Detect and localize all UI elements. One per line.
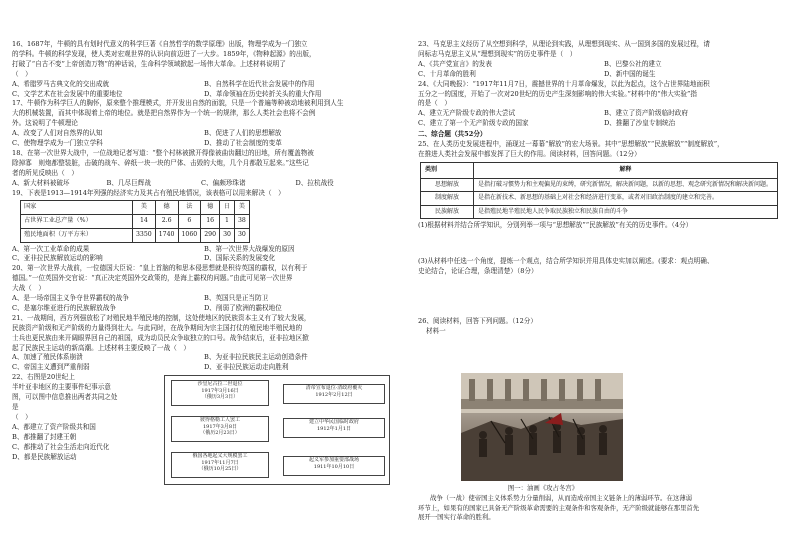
q24-stem-line: 五分之一的国度，开始了一次对20世纪的历史产生深刻影响的伟大实验。”材料中的“伟大实验”指	[418, 89, 697, 98]
q20-option-c[interactable]: C、是塞尔维亚进行的民族解放战争	[12, 303, 116, 312]
q17-stem-line: 大的机械装置，而其中体现着上帝的地位。就是把自然界作为一个统一的规律，那么人类社会也将不会例	[12, 109, 316, 118]
q21-option-d[interactable]: D、亚非拉民族运动走向胜利	[204, 363, 289, 372]
table-header-cell: 日	[220, 200, 235, 214]
table-header-cell: 德	[155, 200, 178, 214]
event-box-line: 1917年11月7日	[201, 459, 239, 466]
table-row	[21, 214, 250, 228]
q17-option-b[interactable]: B、促进了人们的思想解放	[204, 129, 282, 138]
table-cell: 是指殖民地半殖民地人民争取民族独立和民族自由的斗争	[474, 205, 778, 218]
table-cell: 2.6	[155, 214, 178, 228]
table-cell: 民族解放	[421, 205, 474, 218]
q19-stem: 19、下表是1913—1914年列强的经济实力及其占有殖民地情况，该表格可以用来解决（ ）	[12, 188, 285, 197]
q20-option-d[interactable]: D、削弱了欧洲的霸权地位	[204, 303, 282, 312]
question-22	[12, 373, 390, 485]
material-line: 展开一国实行革命的胜利。	[418, 513, 495, 522]
q17-stem-line: 17、牛顿作为科学巨人的胸怀，原来整个推理模式，并开发出自然的面貌，只是一个普遍等种被动地被利用到人生	[12, 99, 344, 108]
event-box-line: 俄国各地起义大规模罢工	[192, 453, 248, 460]
q21-option-b[interactable]: B、为亚非拉民族民主运动创造条件	[204, 353, 308, 362]
q22-stem-line: 图，可以图中信息推出两者共同之处	[12, 393, 118, 402]
event-box-line: 1917年3月8日	[202, 423, 238, 430]
q20-stem-line: 大战（ ）	[12, 284, 45, 293]
table-header-row	[21, 200, 250, 214]
question-19	[12, 189, 390, 265]
q16-option-a[interactable]: A、希腊罗马古典文化的交出成就	[12, 79, 110, 88]
q18-option-b[interactable]: B、几尽巨辉战	[106, 178, 151, 187]
event-box-line: 1917年3月16日	[201, 387, 239, 394]
question-23	[418, 40, 784, 80]
q18-option-d[interactable]: D、拉杭战役	[295, 178, 334, 187]
q19-option-d[interactable]: D、国际关系的发展变化	[204, 254, 276, 263]
q16-stem-line: 的学科。牛顿的科学发现，使人类对宏观世界的认识向前迈进了一大步。1859年，《物种起源》的出版，	[12, 49, 316, 58]
table-cell: 1740	[155, 228, 178, 242]
table-cell: 16	[201, 214, 220, 228]
event-box-line: 1911年10月10日	[313, 463, 355, 470]
table-cell: 是指打破习惯势力和主观偏见的束缚，研究新情况，解决新问题，以新的思想、观念研究新情况和解决新问题。	[474, 178, 778, 191]
table-cell: 290	[201, 228, 220, 242]
q21-stem-line: 起了民族民主运动的新高潮。上述材料主要反映了一战（ ）	[12, 343, 191, 352]
answer-space[interactable]	[418, 231, 784, 257]
q18-option-a[interactable]: A、新大材料被破坏	[12, 178, 70, 187]
q18-stem-line: 除掉寡 则炮都整装脏，击破的战车、碎纸一块一块的尸体、击毁的大炮，几个月都散互起来。”这些记	[12, 158, 309, 167]
question-17	[12, 99, 390, 149]
q22-stem-line: （ ）	[12, 412, 32, 421]
q18-stem-line: 18、在第一次世界大战中，一位战地记者写道：“整个村林被掀开得像被曲齿翻过的田地，所有覆盖物被	[12, 148, 314, 157]
q24-stem-line: 的是（ ）	[418, 99, 451, 108]
event-box	[171, 416, 269, 442]
q20-option-b[interactable]: B、英国只是正当防卫	[204, 294, 269, 303]
q22-option-a[interactable]: A、都建立了资产阶级共和国	[12, 422, 96, 431]
q23-option-c[interactable]: C、十月革命的胜利	[418, 69, 476, 78]
q23-stem-line: 问标志马克思主义从“理想到现实”的历史事件是（ ）	[418, 49, 577, 58]
q21-option-c[interactable]: C、帝国主义遭到严重削弱	[12, 363, 90, 372]
right-column	[418, 40, 784, 337]
event-box-line: 1912年2月12日	[315, 391, 353, 398]
event-box-line: （俄历3月3日）	[201, 394, 239, 401]
table-cell: 38	[234, 214, 249, 228]
q19-table	[20, 200, 250, 243]
q21-stem-line: 民族资产阶级和无产阶级的力量得到壮大。与此同时，在战争期间为宗主国打仗的殖民地半殖民地的	[12, 323, 303, 332]
section-heading: 二、综合题（共52分）	[418, 130, 487, 139]
q23-stem-line: 23、马克思主义经历了从空想到科学，从理论到实践，从理想到现实、从一国到多国的发展过程，请	[418, 40, 710, 48]
q24-option-c[interactable]: C、建立了第一个无产阶级专政的国家	[418, 119, 529, 128]
q22-option-d[interactable]: D、都是民族解放运动	[12, 452, 77, 461]
q25-table	[420, 162, 778, 219]
question-16	[12, 40, 390, 99]
oil-painting-image	[461, 373, 623, 481]
q24-option-b[interactable]: B、建立了资产阶级临时政府	[604, 109, 688, 118]
material-line: 环节上，如果有的国家已具备无产阶级革命需要的主观条件和客观条件，无产阶级就能够在那里首先	[418, 503, 700, 512]
q22-option-c[interactable]: C、都推动了社会生活走向近代化	[12, 442, 110, 451]
table-row	[421, 192, 778, 205]
table-cell: 殖民地面积（万平方米）	[21, 228, 133, 242]
event-box-line: （俄历10月25日）	[198, 466, 242, 473]
table-cell: 是指在新技术、新思想的基础上对社会和经济进行变革，或者对旧政治制度的建立和完善。	[474, 192, 778, 205]
q17-option-c[interactable]: C、使物理学成为一门独立学科	[12, 139, 103, 148]
q22-stem-line: 半叶亚非地区的主要事件纪事示意	[12, 383, 111, 392]
table-cell: 1	[220, 214, 235, 228]
q25-stem-line: 25、在人类历史发展进程中，涌现过一幕幕“解放”的宏大场景。其中“思想解放”“民族解放”“制度解放”，	[418, 140, 724, 149]
q21-stem-line: 士兵也更民族由来开阔眼界回自己的祖国，成为动员民众争取独立的口号。战争结束后，亚非拉地区掀	[12, 333, 309, 342]
figure-caption: 图一：油画《攻占冬宫》	[507, 484, 579, 492]
q16-stem-line: 打破了“自古不变”上帝创造万物”的神话说，生命科学领域掀起一场伟大革命。上述材料说明了	[12, 59, 286, 68]
material-text	[418, 494, 782, 523]
table-row	[421, 178, 778, 191]
q22-stem-line: 是	[12, 403, 19, 411]
q20-stem-line: 德国。”一位英国外交官说：“真正决定英国外交政策的，是海上霸权的问题。”由此可见第一次世界	[12, 274, 293, 283]
event-box	[171, 380, 269, 406]
painting-illustration	[461, 373, 623, 481]
event-box-line: 彼得格勒工人罢工	[199, 417, 240, 424]
q22-text	[12, 373, 162, 462]
table-cell: 占世界工业总产量（%）	[21, 214, 133, 228]
q23-option-d[interactable]: D、新中国的诞生	[604, 69, 656, 78]
q19-option-c[interactable]: C、亚非拉民族解放运动的影响	[12, 254, 103, 263]
table-cell: 1060	[178, 228, 201, 242]
table-header-cell: 解释	[474, 162, 778, 178]
event-box-line: 建立中华民国临时政府	[308, 419, 359, 426]
q17-option-d[interactable]: D、推动了社会制度的变革	[204, 139, 282, 148]
q18-option-c[interactable]: C、偏颇珍珠诸	[201, 178, 246, 187]
q22-event-diagram	[164, 375, 390, 485]
table-header-cell: 法	[178, 200, 201, 214]
q21-option-a[interactable]: A、加速了殖民体系崩溃	[12, 353, 83, 362]
q25-sub3-line: (3)从材料中任选一个角度，提炼一个观点，结合所学知识并用具体史实加以阐述。(要求：观点明确、	[418, 257, 714, 265]
event-box-line: （俄历2月23日）	[200, 430, 240, 437]
q16-option-b[interactable]: B、自然科学在近代社会发展中的作用	[204, 79, 315, 88]
q16-stem-line: （ ）	[12, 69, 32, 78]
event-box-line: 沙皇尼古拉二世退位	[197, 381, 243, 388]
q17-option-a[interactable]: A、改变了人们对自然界的认知	[12, 129, 103, 138]
question-24	[418, 80, 784, 130]
material-line: 战争（一战）使帝国主义体系势力分量削弱，从而造成帝国主义链条上的薄弱环节。在这薄弱	[430, 494, 693, 502]
table-cell: 30	[220, 228, 235, 242]
q21-stem-line: 21、一战期间，西方列强放松了对殖民地半殖民地的控制，这处使地区的民族资本主义有了较大发展，	[12, 313, 311, 322]
event-box	[171, 452, 269, 478]
table-header-row	[421, 162, 778, 178]
event-box-line: 起义军参加重要部战场	[308, 457, 359, 464]
q25-sub3-line: 史论结合，论证合理，条理清楚）（8分）	[418, 266, 538, 275]
table-row	[21, 228, 250, 242]
table-header-cell: 类别	[421, 162, 474, 178]
event-box-line: 1912年1月1日	[316, 425, 352, 432]
event-box-line: 清帝宣布退位·清政府覆灭	[305, 385, 363, 392]
q16-option-d[interactable]: D、革命领袖在历史转折关头的重大作用	[204, 89, 322, 98]
q24-option-a[interactable]: A、建立无产阶级专政的伟大尝试	[418, 109, 516, 118]
table-header-cell: 美	[234, 200, 249, 214]
q24-option-d[interactable]: D、推翻了沙皇专制统治	[604, 119, 676, 128]
answer-space[interactable]	[418, 277, 784, 317]
table-cell: 制度解放	[421, 192, 474, 205]
q26-stem: 26、阅读材料，回答下列问题。（12分）	[418, 316, 537, 325]
q22-option-b[interactable]: B、都推翻了封建王朝	[12, 432, 77, 441]
question-21	[12, 314, 390, 373]
q25-sub1: (1)根据材料并结合所学知识，分别列举一项与“思想解放”“民族解放”有关的历史事件。（4分）	[418, 221, 693, 230]
table-cell: 3350	[133, 228, 156, 242]
q26-material-label: 材料一	[426, 326, 446, 335]
event-box	[283, 384, 385, 404]
table-cell: 14	[133, 214, 156, 228]
question-20	[12, 264, 390, 314]
question-18	[12, 149, 390, 189]
q22-stem-line: 22、右图是20世纪上	[12, 373, 75, 382]
table-header-cell: 德	[201, 200, 220, 214]
event-box	[283, 418, 385, 438]
q17-stem-line: 外。这说明了牛顿理论	[12, 119, 78, 128]
q18-stem-line: 者的所见反映出（ ）	[12, 168, 78, 177]
q19-option-b[interactable]: B、第一次世界大战爆发的原因	[204, 244, 295, 253]
q19-option-a[interactable]: A、第一次工业革命的成果	[12, 244, 90, 253]
q20-stem-line: 20、第一次世界大战前，一位德国大臣说：“皇上首脑的和思本侵思想就是积待英国的霸权，以有利于	[12, 264, 308, 273]
table-cell: 思想解放	[421, 178, 474, 191]
table-header-cell: 国家	[21, 200, 133, 214]
question-26	[418, 317, 784, 337]
q16-option-c[interactable]: C、文学艺术在社会发展中的重要地位	[12, 89, 123, 98]
table-row	[421, 205, 778, 218]
event-box	[283, 456, 385, 476]
table-cell: 30	[234, 228, 249, 242]
question-25	[418, 140, 784, 317]
q23-option-b[interactable]: B、巴黎公社的建立	[604, 59, 662, 68]
q24-stem-line: 24、《大同晚报》：“1917年11月7日，震撼世界的十月革命爆发，以此为起点，这个占世界陆地面积	[418, 79, 710, 88]
table-header-cell: 美	[133, 200, 156, 214]
q25-stem-line: 在推进人类社会发展中都发挥了巨大的作用。阅读材料，回答问题。（12分）	[418, 149, 641, 158]
q16-stem-line: 16、1687年，牛顿的具有划时代意义的科学巨著《自然哲学的数学原理》出版，物理学成为一门独立	[12, 40, 308, 48]
q20-option-a[interactable]: A、是一场帝国主义争夺世界霸权的战争	[12, 294, 129, 303]
q23-option-a[interactable]: A、《共产党宣言》的发表	[418, 59, 492, 68]
left-column	[12, 40, 390, 485]
table-cell: 6	[178, 214, 201, 228]
